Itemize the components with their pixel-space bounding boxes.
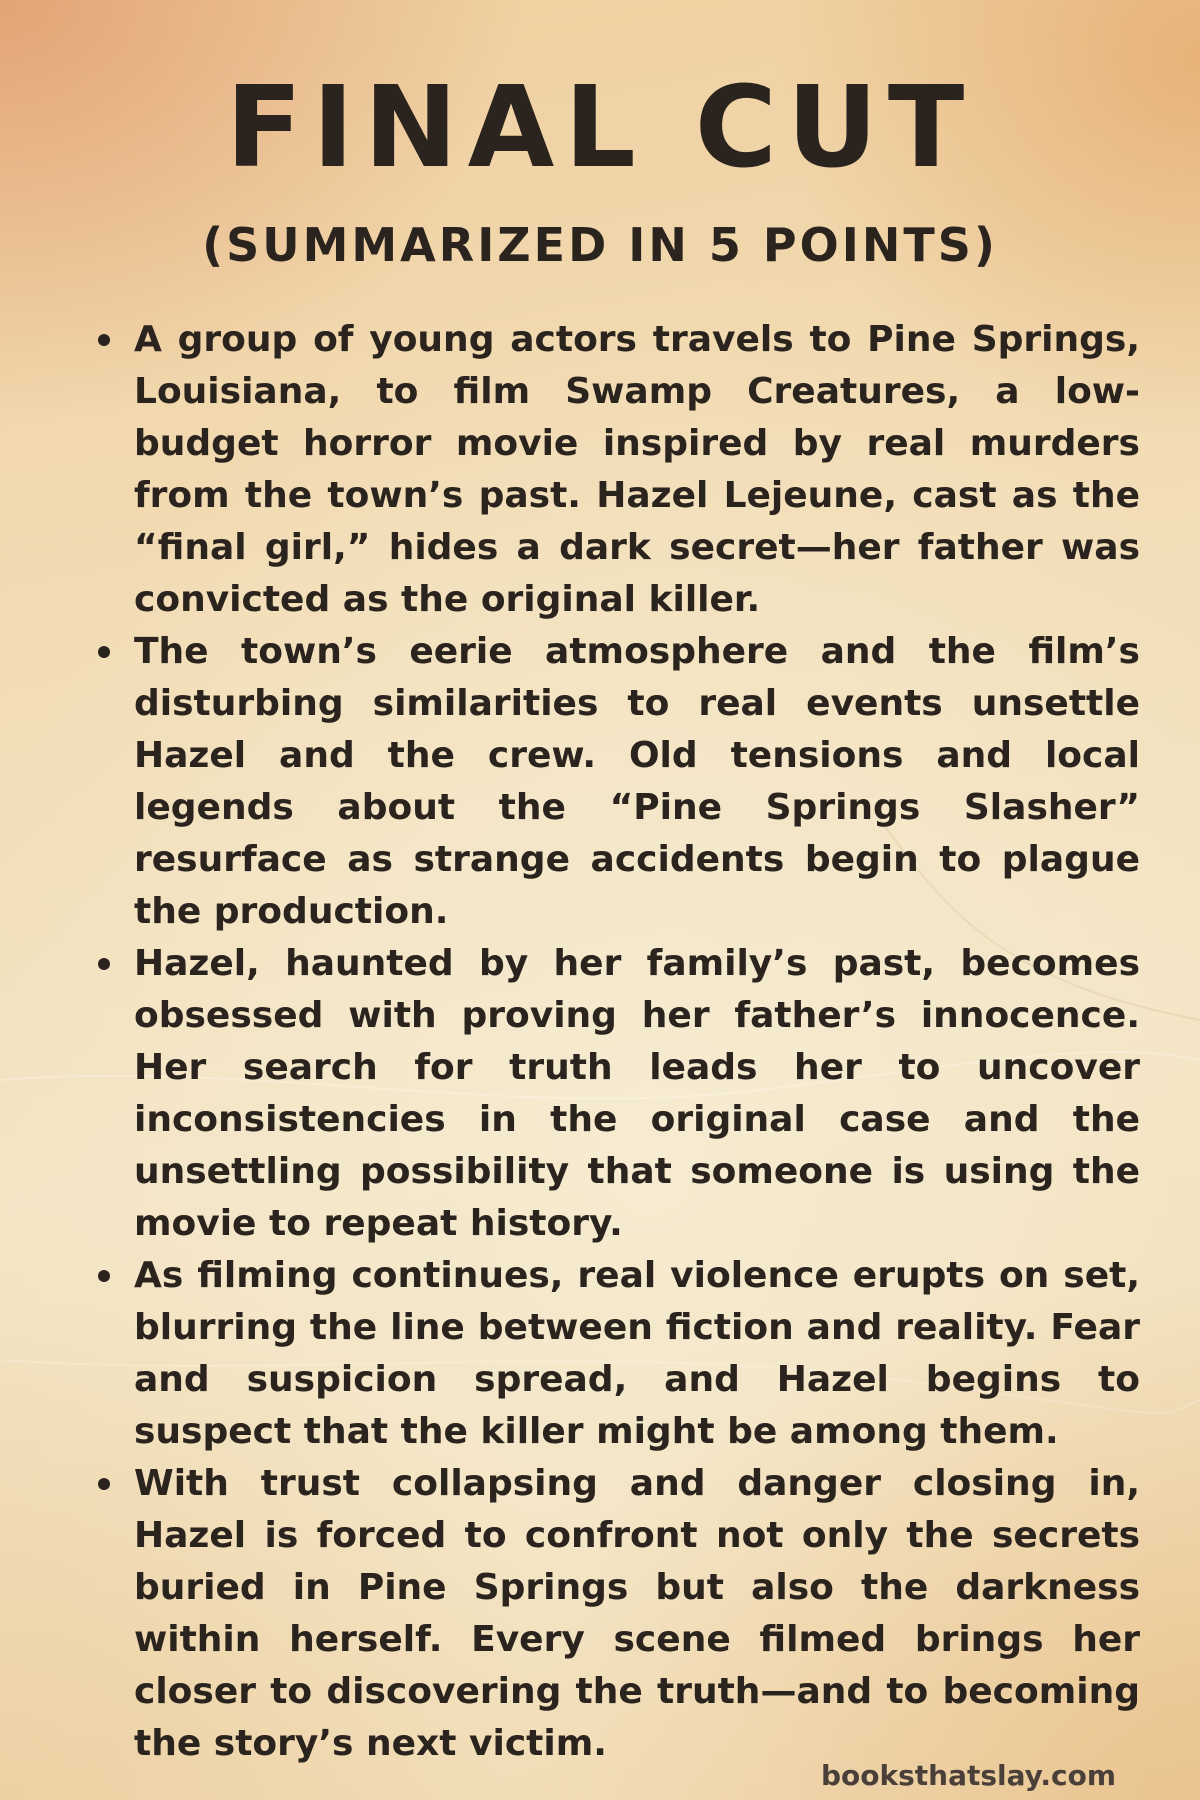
- summary-point-text: Hazel, haunted by her family’s past, becomes obsessed with proving her father’s innocence. Her search for truth leads her to uncover inconsistencies in the original case and the unsettling possibility that someone is using the movie to repeat history.: [134, 943, 1140, 1244]
- bullet-icon: [98, 958, 110, 970]
- summary-point-text: As filming continues, real violence erupts on set, blurring the line between fiction and reality. Fear and suspicion spread, and Hazel begins to suspect that the killer might be among them.: [134, 1255, 1140, 1452]
- bullet-icon: [98, 1478, 110, 1490]
- bullet-icon: [98, 334, 110, 346]
- summary-point-4: [134, 1250, 1140, 1458]
- summary-point-1: [134, 314, 1140, 626]
- summary-point-3: [134, 938, 1140, 1250]
- page-subtitle: (SUMMARIZED IN 5 POINTS): [202, 218, 998, 272]
- summary-point-text: The town’s eerie atmosphere and the film’s disturbing similarities to real events unsettle Hazel and the crew. Old tensions and local legends about the “Pine Springs Slasher” resurface as strange accidents begin to plague the production.: [134, 631, 1140, 932]
- site-credit: booksthatslay.com: [820, 1759, 1116, 1792]
- summary-point-5: [134, 1458, 1140, 1770]
- summary-point-text: A group of young actors travels to Pine Springs, Louisiana, to film Swamp Creatures, a low-budget horror movie inspired by real murders from the town’s past. Hazel Lejeune, cast as the “final girl,” hides a dark secret—her father was convicted as the original killer.: [134, 319, 1140, 620]
- summary-point-2: [134, 626, 1140, 938]
- bullet-icon: [98, 1270, 110, 1282]
- summary-point-text: With trust collapsing and danger closing in, Hazel is forced to confront not only the secrets buried in Pine Springs but also the darkness within herself. Every scene filmed brings her closer to discovering the truth—and to becoming the story’s next victim.: [134, 1463, 1140, 1764]
- bullet-icon: [98, 646, 110, 658]
- summary-list: [134, 314, 1140, 1770]
- page-title: FINAL CUT: [225, 63, 975, 193]
